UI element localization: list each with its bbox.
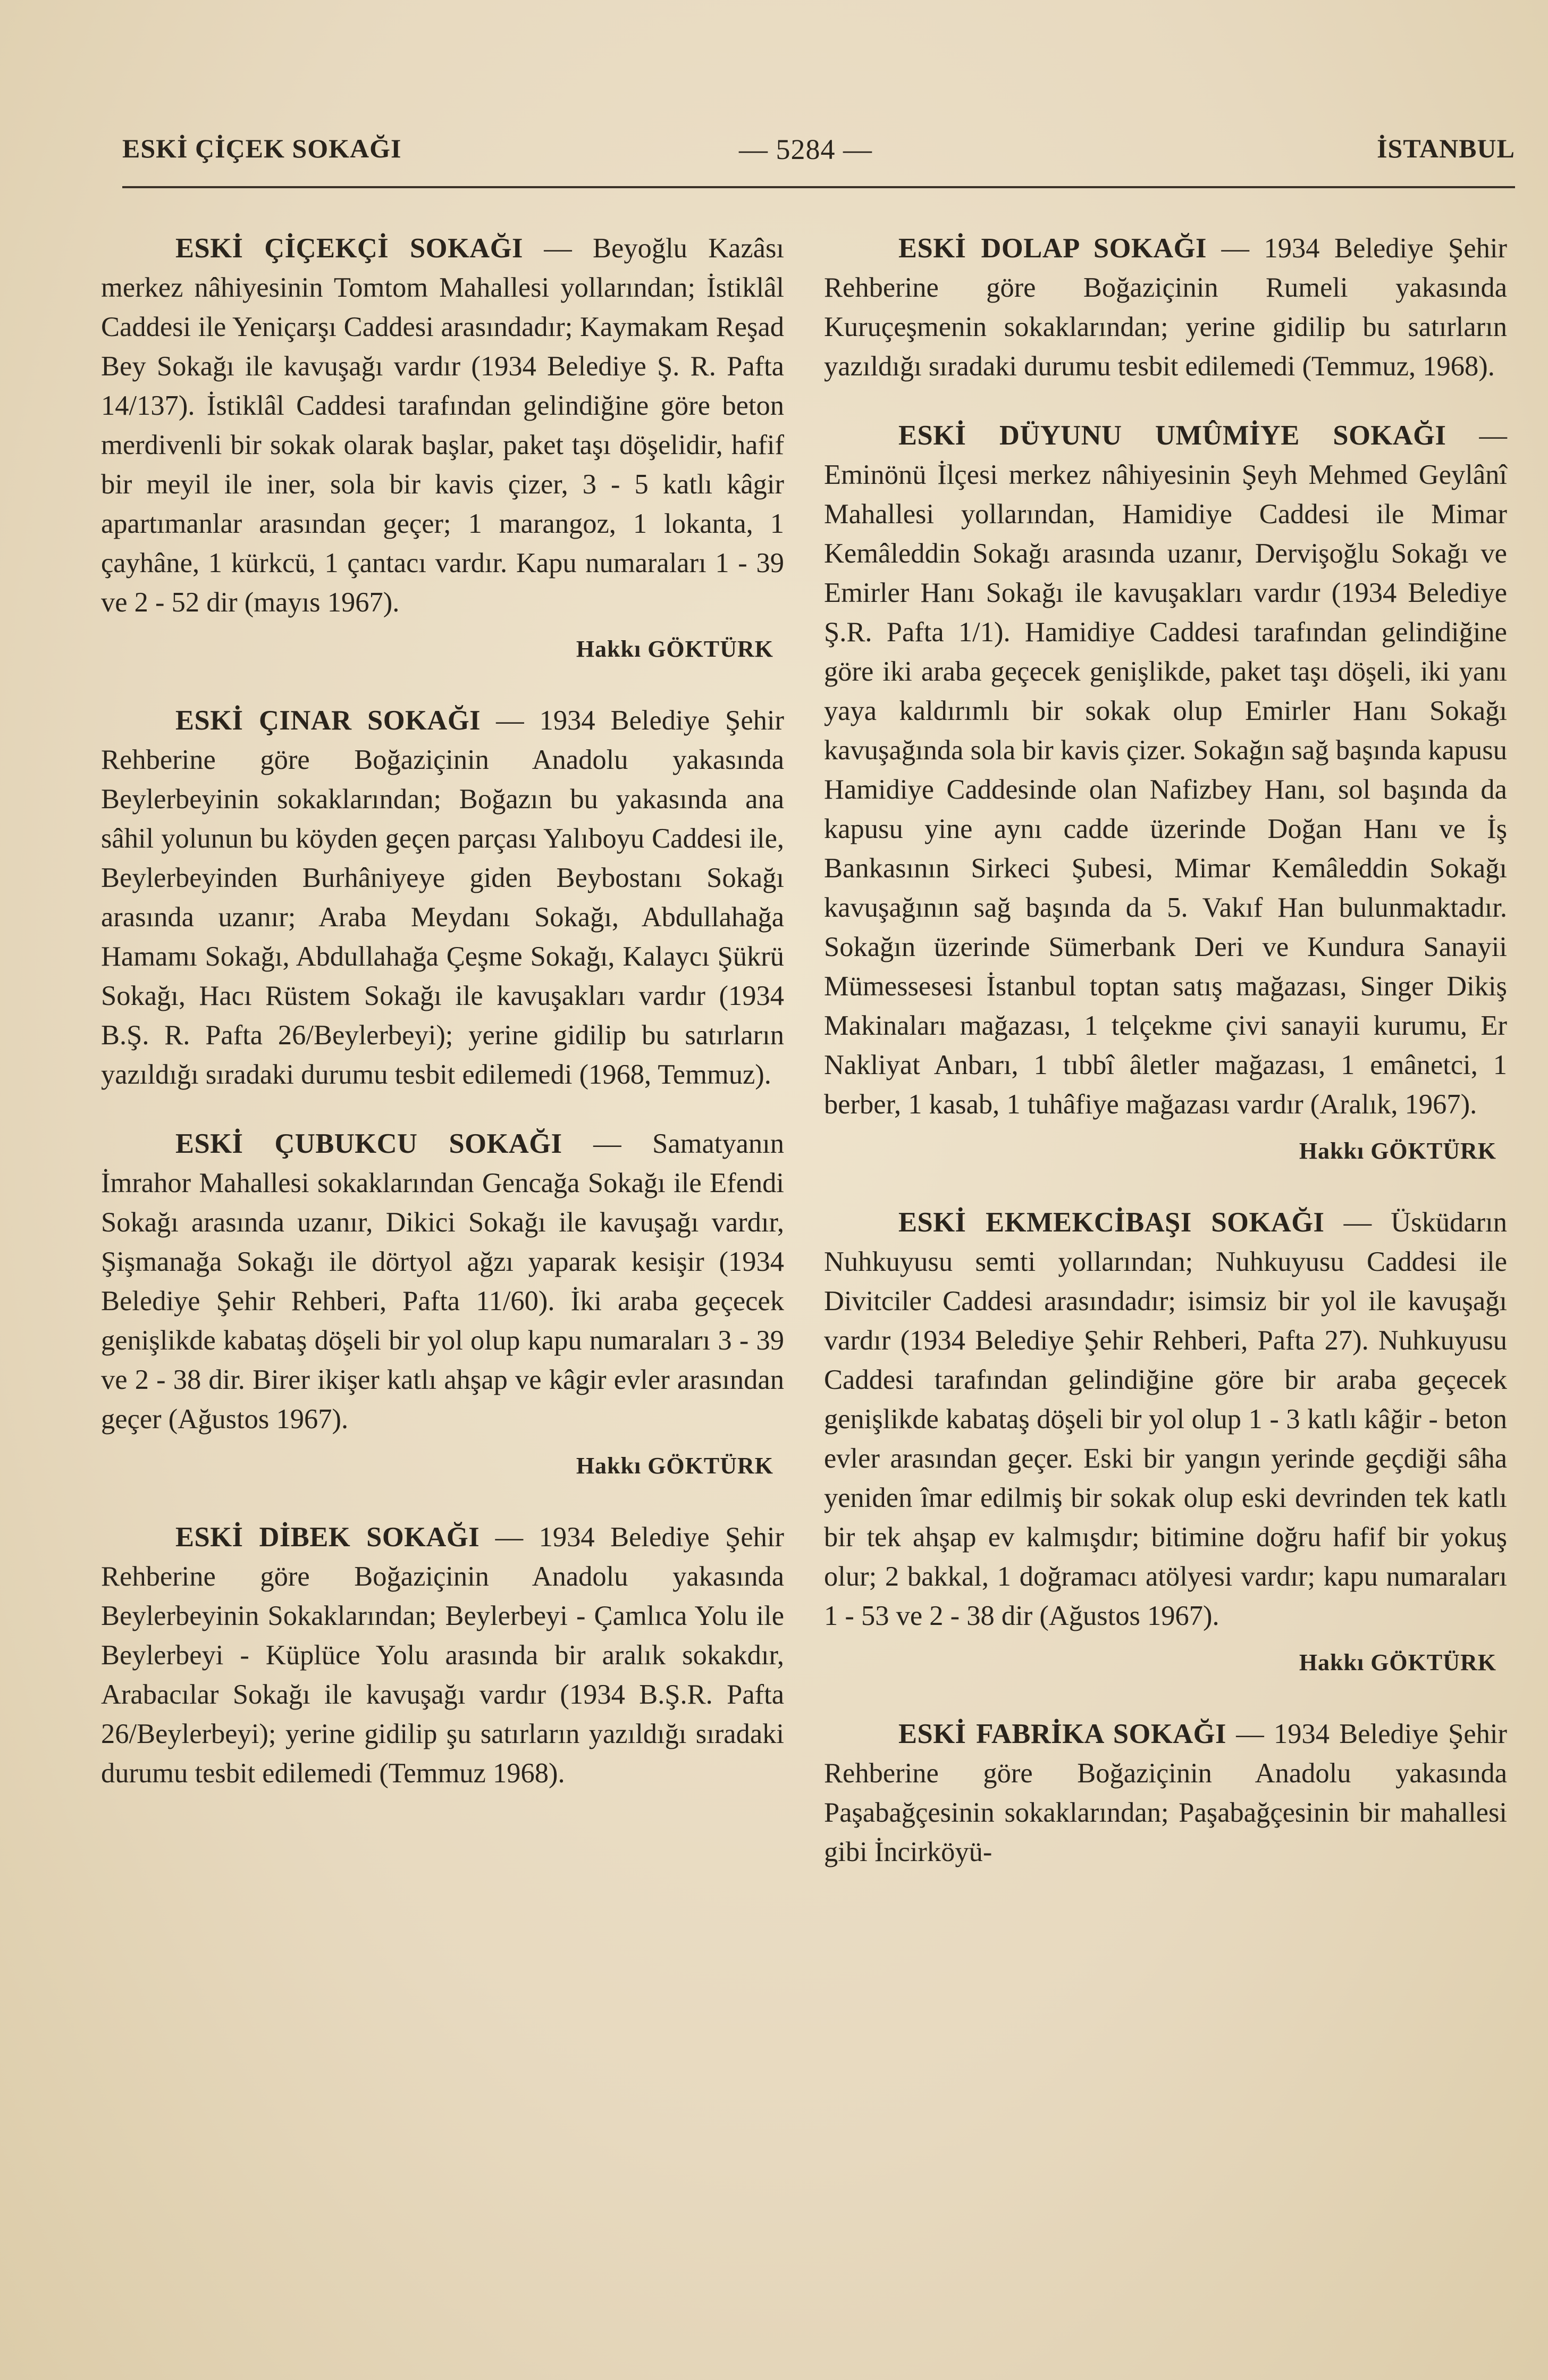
author-signature: Hakkı GÖKTÜRK — [576, 636, 773, 662]
entry-text: — Beyoğlu Kazâsı merkez nâhiyesinin Tomtom Mahallesi yollarından; İstiklâl Caddesi ile Yeniçarşı Caddesi arasındadır; Kaymakam Reşad Bey Sokağı ile kavuşağı vardır (1934 Belediye Ş. R. Pafta 14/137). İstiklâl Caddesi tarafından gelindiğine göre beton merdivenli bir sokak olarak başlar, paket taşı döşelidir, hafif bir meyil ile iner, sola bir kavis çizer, 3 - 5 katlı kâgir apartımanlar arasından geçer; 1 marangoz, 1 lokanta, 1 çayhâne, 1 kürkcü, 1 çantacı vardır. Kapu numaraları 1 - 39 ve 2 - 52 dir (mayıs 1967). — [101, 233, 784, 618]
author-signature: Hakkı GÖKTÜRK — [1299, 1138, 1496, 1164]
entry-text: — 1934 Belediye Şehir Rehberine göre Boğaziçinin Anadolu yakasında Beylerbeyinin sokaklarından; Boğazın bu yakasında ana sâhil yolunun bu köyden geçen parçası Yalıboyu Caddesi ile, Beylerbeyinden Burhâniyeye giden Beybostanı Sokağı arasında uzanır; Araba Meydanı Sokağı, Abdullahağa Hamamı Sokağı, Abdullahağa Çeşme Sokağı, Kalaycı Şükrü Sokağı, Hacı Rüstem Sokağı ile kavuşakları vardır (1934 B.Ş. R. Pafta 26/Beylerbeyi); yerine gidilip bu satırların yazıldığı sıradaki durumu tesbit edilemedi (1968, Temmuz). — [101, 705, 784, 1090]
running-header — [122, 133, 1515, 175]
entry-title: ESKİ ÇINAR SOKAĞI — [175, 705, 481, 736]
entry-title: ESKİ ÇUBUKCU SOKAĞI — [175, 1128, 562, 1159]
entry-eski-ekmekcibasi — [824, 1203, 1507, 1682]
entry-eski-fabrika — [824, 1714, 1507, 1872]
entry-text: — 1934 Belediye Şehir Rehberine göre Boğaziçinin Rumeli yakasında Kuruçeşmenin sokaklarından; yerine gidilip bu satırların yazıldığı sıradaki durumu tesbit edilemedi (Temmuz, 1968). — [824, 233, 1507, 382]
entry-text: — Eminönü İlçesi merkez nâhiyesinin Şeyh Mehmed Geylânî Mahallesi yollarından, Hamidiye Caddesi ile Mimar Kemâleddin Sokağı arasında uzanır, Dervişoğlu Sokağı ve Emirler Hanı Sokağı ile kavuşakları vardır (1934 Belediye Ş.R. Pafta 1/1). Hamidiye Caddesi tarafından gelindiğine göre iki araba geçecek genişlikde, paket taşı döşeli, iki yanı yaya kaldırımlı bir sokak olup Emirler Hanı Sokağı kavuşağında sola bir kavis çizer. Sokağın sağ başında kapusu Hamidiye Caddesinde olan Nafizbey Hanı, sol başında da kapusu yine aynı cadde üzerinde Doğan Hanı ve İş Bankasının Sirkeci Şubesi, Mimar Kemâleddin Sokağı kavuşağının sağ başında da 5. Vakıf Han bulunmaktadır. Sokağın üzerinde Sümerbank Deri ve Kundura Sanayii Mümessesesi İstanbul toptan satış mağazası, Singer Dikiş Makinaları mağazası, 1 telçekme çivi sanayii kurumu, Er Nakliyat Anbarı, 1 tıbbî âletler mağazası, 1 emânetci, 1 berber, 1 kasab, 1 tuhâfiye mağazası vardır (Aralık, 1967). — [824, 420, 1507, 1120]
entry-title: ESKİ EKMEKCİBAŞI SOKAĞI — [898, 1207, 1325, 1238]
entry-text: — 1934 Belediye Şehir Rehberine göre Boğaziçinin Anadolu yakasında Paşabağçesinin sokaklarından; Paşabağçesinin bir mahallesi gibi İncirköyü- — [824, 1719, 1507, 1867]
entry-text: — Samatyanın İmrahor Mahallesi sokaklarından Gencağa Sokağı ile Efendi Sokağı arasında uzanır, Dikici Sokağı ile kavuşağı vardır, Şişmanağa Sokağı ile dörtyol ağzı yaparak kesişir (1934 Belediye Şehir Rehberi, Pafta 11/60). İki araba geçecek genişlikde kabataş döşeli bir yol olup kapu numaraları 3 - 39 ve 2 - 38 dir. Birer ikişer katlı ahşap ve kâgir evler arasından geçer (Ağustos 1967). — [101, 1128, 784, 1435]
page-number: — 5284 — — [739, 133, 872, 165]
left-column — [101, 229, 784, 1793]
entry-eski-duyunu-umumiye — [824, 416, 1507, 1171]
entry-eski-dibek — [101, 1518, 784, 1793]
entry-gap — [824, 386, 1507, 416]
entry-title: ESKİ FABRİKA SOKAĞI — [898, 1719, 1226, 1749]
entry-eski-cicekci — [101, 229, 784, 669]
entry-title: ESKİ DİBEK SOKAĞI — [175, 1522, 480, 1553]
entry-title: ESKİ ÇİÇEKÇİ SOKAĞI — [175, 233, 523, 264]
entry-text: — Üsküdarın Nuhkuyusu semti yollarından; Nuhkuyusu Caddesi ile Divitciler Caddesi arasındadır; isimsiz bir yol ile kavuşağı vardır (1934 Belediye Şehir Rehberi, Pafta 27). Nuhkuyusu Caddesi tarafından gelindiğine göre bir araba geçecek genişlikde kabataş döşeli bir yol olup 1 - 3 katlı kâğir - beton evler arasından geçer. Eski bir yangın yerinde geçdiği sâha yeniden îmar edilmiş bir sokak olup eski devrinden tek katlı bir tek ahşap ev kalmışdır; bitimine doğru hafif bir yokuş olur; 2 bakkal, 1 doğramacı atölyesi vardır; kapu numaraları 1 - 53 ve 2 - 38 dir (Ağustos 1967). — [824, 1207, 1508, 1631]
header-right: İSTANBUL — [1377, 133, 1515, 163]
header-rule — [122, 186, 1515, 188]
entry-eski-cinar — [101, 701, 784, 1124]
author-signature: Hakkı GÖKTÜRK — [1299, 1649, 1496, 1675]
entry-title: ESKİ DOLAP SOKAĞI — [898, 233, 1207, 264]
header-left: ESKİ ÇİÇEK SOKAĞI — [122, 133, 402, 163]
entry-text: — 1934 Belediye Şehir Rehberine göre Boğaziçinin Anadolu yakasında Beylerbeyinin Sokaklarından; Beylerbeyi - Çamlıca Yolu ile Beylerbeyi - Küplüce Yolu arasında bir aralık sokakdır, Arabacılar Sokağı ile kavuşağı vardır (1934 B.Ş.R. Pafta 26/Beylerbeyi); yerine gidilip şu satırların yazıldığı sıradaki durumu tesbit edilemedi (Temmuz 1968). — [101, 1522, 785, 1789]
right-column — [824, 229, 1507, 1872]
entry-gap — [101, 1094, 784, 1124]
entry-eski-cubukcu — [101, 1124, 784, 1486]
entry-eski-dolap — [824, 229, 1507, 416]
author-signature: Hakkı GÖKTÜRK — [576, 1453, 773, 1479]
entry-title: ESKİ DÜYUNU UMÛMİYE SOKAĞI — [898, 420, 1446, 451]
